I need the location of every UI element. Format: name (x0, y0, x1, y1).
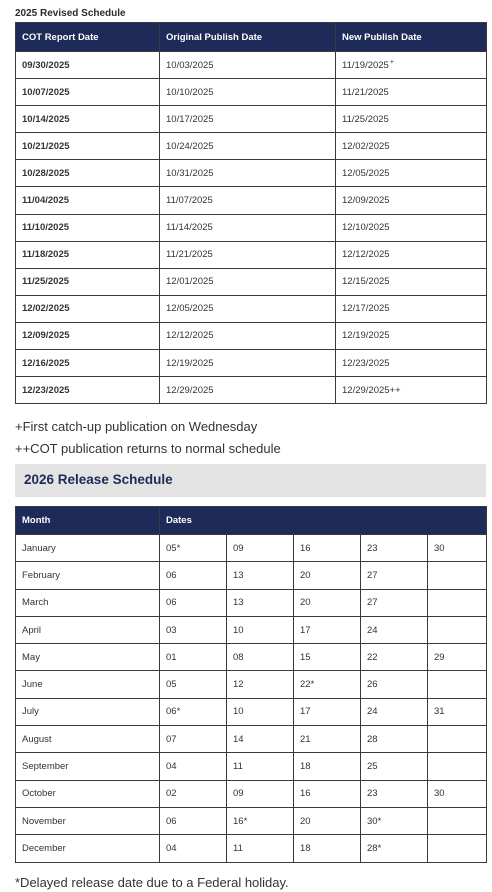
cell-release-date: 23 (361, 535, 428, 562)
cell-new-date (336, 295, 487, 322)
cell-new-date (336, 214, 487, 241)
cell-release-date: 31 (428, 698, 487, 725)
cell-release-date: 18 (294, 835, 361, 862)
cell-release-date: 27 (361, 562, 428, 589)
table-header-row (16, 507, 487, 535)
cell-release-date: 03 (160, 616, 227, 643)
cell-report-date: 12/16/2025 (16, 350, 160, 377)
table-row (16, 835, 487, 862)
cell-release-date: 30 (428, 780, 487, 807)
table-row (16, 160, 487, 187)
cell-original-date: 12/12/2025 (160, 322, 336, 349)
cell-new-date (336, 106, 487, 133)
cell-release-date (428, 562, 487, 589)
cell-release-date: 28 (361, 726, 428, 753)
cell-release-date: 20 (294, 562, 361, 589)
table-caption-2025: 2025 Revised Schedule (15, 8, 126, 19)
table-row (16, 644, 487, 671)
cell-new-date (336, 52, 487, 79)
cell-release-date: 04 (160, 753, 227, 780)
cell-release-date: 27 (361, 589, 428, 616)
cell-report-date: 09/30/2025 (16, 52, 160, 79)
cell-new-date (336, 187, 487, 214)
cell-release-date: 05 (160, 671, 227, 698)
column-header-month: Month (16, 507, 160, 535)
cell-release-date: 22 (361, 644, 428, 671)
table-row (16, 322, 487, 349)
cell-month: July (16, 698, 160, 725)
cell-report-date: 12/02/2025 (16, 295, 160, 322)
cell-release-date: 25 (361, 753, 428, 780)
cell-month: February (16, 562, 160, 589)
cell-month: November (16, 807, 160, 834)
new-date-text: 12/12/2025 (342, 249, 390, 261)
cell-original-date: 12/29/2025 (160, 377, 336, 404)
table-row (16, 377, 487, 404)
cell-month: May (16, 644, 160, 671)
cell-release-date: 06 (160, 589, 227, 616)
cell-release-date (428, 589, 487, 616)
cell-release-date: 17 (294, 698, 361, 725)
cell-release-date: 07 (160, 726, 227, 753)
cell-release-date: 16 (294, 535, 361, 562)
table-row (16, 241, 487, 268)
catch-up-marker: + (389, 59, 394, 67)
cell-report-date: 11/10/2025 (16, 214, 160, 241)
cell-release-date: 10 (227, 616, 294, 643)
cell-month: January (16, 535, 160, 562)
cell-release-date (428, 671, 487, 698)
table-row (16, 698, 487, 725)
cell-original-date: 10/03/2025 (160, 52, 336, 79)
table-row (16, 780, 487, 807)
cell-month: September (16, 753, 160, 780)
cell-release-date: 13 (227, 589, 294, 616)
new-date-text: 12/17/2025 (342, 303, 390, 315)
cell-release-date: 20 (294, 807, 361, 834)
cell-month: March (16, 589, 160, 616)
cell-new-date (336, 160, 487, 187)
cell-original-date: 12/05/2025 (160, 295, 336, 322)
cell-report-date: 12/09/2025 (16, 322, 160, 349)
cell-release-date: 08 (227, 644, 294, 671)
cell-new-date (336, 133, 487, 160)
cell-release-date (428, 835, 487, 862)
cell-release-date: 13 (227, 562, 294, 589)
release-schedule-2026-table (15, 506, 487, 863)
new-date-text: 12/15/2025 (342, 276, 390, 288)
table-row (16, 350, 487, 377)
section-title-2026: 2026 Release Schedule (24, 472, 173, 487)
cell-release-date: 16* (227, 807, 294, 834)
cell-original-date: 10/10/2025 (160, 79, 336, 106)
cell-new-date (336, 350, 487, 377)
cell-release-date: 14 (227, 726, 294, 753)
cell-release-date: 02 (160, 780, 227, 807)
cell-report-date: 10/28/2025 (16, 160, 160, 187)
table-row (16, 133, 487, 160)
cell-release-date (428, 726, 487, 753)
cell-release-date: 26 (361, 671, 428, 698)
cell-original-date: 10/17/2025 (160, 106, 336, 133)
cell-release-date: 30 (428, 535, 487, 562)
cell-release-date: 29 (428, 644, 487, 671)
table-row (16, 295, 487, 322)
cell-month: August (16, 726, 160, 753)
column-header-new-date: New Publish Date (336, 23, 487, 52)
cell-release-date: 18 (294, 753, 361, 780)
cell-original-date: 11/21/2025 (160, 241, 336, 268)
cell-month: June (16, 671, 160, 698)
table-row (16, 726, 487, 753)
cell-month: December (16, 835, 160, 862)
new-date-text: 12/10/2025 (342, 222, 390, 234)
column-header-original-date: Original Publish Date (160, 23, 336, 52)
cell-original-date: 11/07/2025 (160, 187, 336, 214)
cell-month: April (16, 616, 160, 643)
note-returns-normal: ++COT publication returns to normal schedule (15, 441, 281, 456)
cell-release-date: 21 (294, 726, 361, 753)
cell-release-date: 04 (160, 835, 227, 862)
cell-new-date (336, 241, 487, 268)
cell-original-date: 12/19/2025 (160, 350, 336, 377)
table-row (16, 753, 487, 780)
cell-release-date: 23 (361, 780, 428, 807)
cell-release-date (428, 753, 487, 780)
cell-release-date: 06* (160, 698, 227, 725)
cell-new-date (336, 79, 487, 106)
new-date-text: 11/19/2025 (342, 60, 389, 72)
table-row (16, 535, 487, 562)
new-date-text: 11/25/2025 (342, 113, 389, 125)
footnote-federal-holiday: *Delayed release date due to a Federal holiday. (15, 875, 289, 890)
table-row (16, 807, 487, 834)
cell-new-date (336, 377, 487, 404)
table-row (16, 187, 487, 214)
cell-release-date: 10 (227, 698, 294, 725)
cell-original-date: 10/24/2025 (160, 133, 336, 160)
cell-release-date: 06 (160, 562, 227, 589)
table-row (16, 214, 487, 241)
cell-release-date: 17 (294, 616, 361, 643)
cell-month: October (16, 780, 160, 807)
cell-original-date: 10/31/2025 (160, 160, 336, 187)
column-header-dates: Dates (160, 507, 487, 535)
new-date-text: 12/23/2025 (342, 357, 390, 369)
cell-release-date (428, 616, 487, 643)
cell-report-date: 10/14/2025 (16, 106, 160, 133)
cell-release-date: 01 (160, 644, 227, 671)
table-row (16, 79, 487, 106)
table-row (16, 616, 487, 643)
column-header-report-date: COT Report Date (16, 23, 160, 52)
cell-release-date: 05* (160, 535, 227, 562)
table-row (16, 589, 487, 616)
table-row (16, 106, 487, 133)
cell-release-date: 30* (361, 807, 428, 834)
new-date-text: 12/29/2025++ (342, 384, 401, 396)
cell-release-date: 06 (160, 807, 227, 834)
table-row (16, 671, 487, 698)
cell-report-date: 11/04/2025 (16, 187, 160, 214)
cell-report-date: 10/07/2025 (16, 79, 160, 106)
cell-report-date: 11/25/2025 (16, 268, 160, 295)
cell-release-date: 22* (294, 671, 361, 698)
table-row (16, 268, 487, 295)
cell-release-date: 09 (227, 535, 294, 562)
cell-original-date: 11/14/2025 (160, 214, 336, 241)
revised-schedule-2025-table (15, 22, 487, 404)
cell-report-date: 10/21/2025 (16, 133, 160, 160)
cell-release-date: 15 (294, 644, 361, 671)
new-date-text: 12/05/2025 (342, 167, 390, 179)
cell-release-date (428, 807, 487, 834)
table-row (16, 52, 487, 79)
cell-release-date: 09 (227, 780, 294, 807)
cell-release-date: 11 (227, 753, 294, 780)
table-row (16, 562, 487, 589)
cell-release-date: 16 (294, 780, 361, 807)
cell-report-date: 11/18/2025 (16, 241, 160, 268)
cell-release-date: 24 (361, 616, 428, 643)
new-date-text: 12/09/2025 (342, 195, 390, 207)
new-date-text: 12/19/2025 (342, 330, 390, 342)
cell-release-date: 24 (361, 698, 428, 725)
cell-new-date (336, 322, 487, 349)
new-date-text: 12/02/2025 (342, 140, 390, 152)
cell-report-date: 12/23/2025 (16, 377, 160, 404)
cell-release-date: 20 (294, 589, 361, 616)
cell-new-date (336, 268, 487, 295)
cell-release-date: 28* (361, 835, 428, 862)
cell-release-date: 12 (227, 671, 294, 698)
cell-release-date: 11 (227, 835, 294, 862)
section-header-2026 (15, 464, 486, 497)
cell-original-date: 12/01/2025 (160, 268, 336, 295)
table-header-row (16, 23, 487, 52)
note-first-catch-up: +First catch-up publication on Wednesday (15, 419, 258, 434)
new-date-text: 11/21/2025 (342, 86, 389, 98)
